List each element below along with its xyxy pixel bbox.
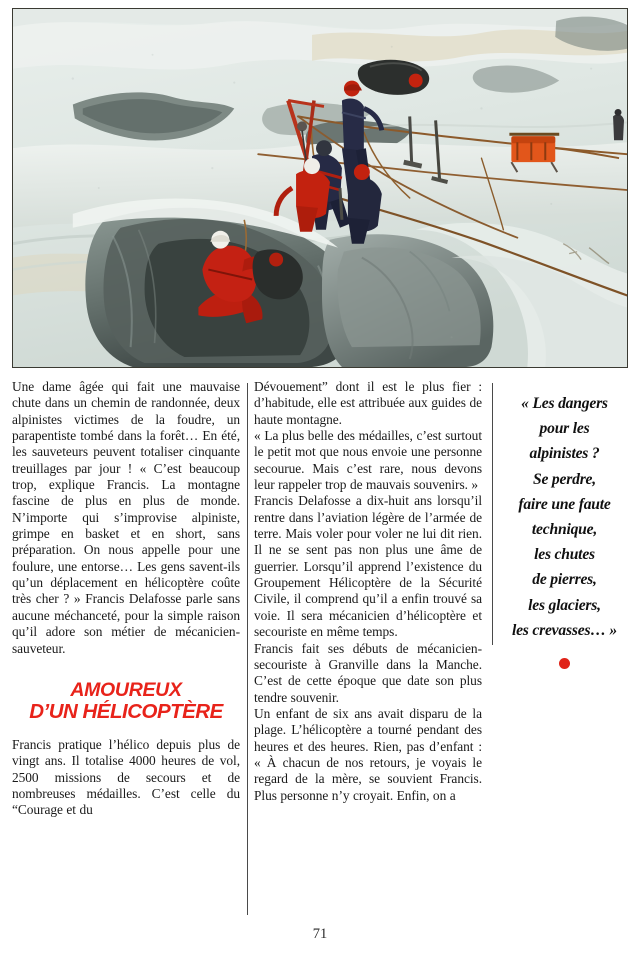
column2-paragraph-3: Francis Delafosse a dix-huit ans lorsqu’il rentre dans l’aviation légère de l’armée de terre. Mais voler pour voler ne lui dit rien. Il ne se sent pas non plus une âme de guerrier. Lorsqu’il apprend l’existence du Groupement Hélicoptère de la Sécurité Civile, il comprend qu’il a enfin trouvé sa voie. Il sera mécanicien d’hélicoptère et secouriste en même temps. xyxy=(254,493,482,640)
pull-quote-line-6: technique, xyxy=(531,521,598,539)
column2-paragraph-4: Francis fait ses débuts de mécanicien-secouriste à Granville dans la Manche. C’est de cette époque que date son plus tendre souvenir. xyxy=(254,640,482,705)
pull-quote-line-8: de pierres, xyxy=(532,571,597,589)
pull-quote-line-7: les chutes xyxy=(534,546,595,564)
column2-paragraph-1: Dévouement” dont il est le plus fier : d’habitude, elle est attribuée aux guides de haute montagne. xyxy=(254,379,482,427)
pull-quote-line-1: « Les dangers xyxy=(521,395,608,412)
section-heading xyxy=(12,679,240,723)
glacier-rescue-photo-illustration xyxy=(13,9,627,367)
pull-quote-line-5: faire une faute xyxy=(518,495,611,513)
text-column-3 xyxy=(501,379,628,669)
article-columns xyxy=(12,379,628,919)
pull-quote-line-10: les crevasses… » xyxy=(511,621,618,639)
section-heading-line-2: D’UN HÉLICOPTÈRE xyxy=(29,699,223,723)
column2-paragraph-5: Un enfant de six ans avait disparu de la plage. L’hélicoptère a tourné pendant des heures et des heures. Rien, pas d’enfant : « À chacun de nos retours, je voyais le regard de la mère, se souvient Francis. Plus personne n’y croyait. Enfin, on a xyxy=(254,705,482,803)
white-helmet xyxy=(304,158,320,174)
article-photo xyxy=(12,8,628,368)
pull-quote xyxy=(501,391,628,643)
text-column-1 xyxy=(12,379,240,819)
pull-quote-line-9: les glaciers, xyxy=(528,596,601,614)
column-divider-1 xyxy=(247,383,248,915)
red-dot-ornament xyxy=(559,658,570,669)
pull-quote-line-4: Se perdre, xyxy=(533,470,596,488)
pull-quote-line-3: alpinistes ? xyxy=(529,445,600,463)
column1-paragraph-1: Une dame âgée qui fait une mauvaise chute dans un chemin de randonnée, deux alpinistes victimes de la foudre, un parapentiste tombé dans la forêt… En été, les sauveteurs peuvent totaliser cinquante treuillages par jour ! « C’est beaucoup trop, explique Francis. La montagne fascine de plus en plus de monde. N’importe qui s’improvise alpiniste, grimpe en basket et en short, sans préparation. On nous appelle pour une foulure, une entorse… Les gens savent-ils qu’un déplacement en hélicoptère coûte très cher ? » Francis Delafosse parle sans aucune méchanceté, pour la simple raison qu’il adore son métier de mécanicien-sauveteur. xyxy=(12,379,240,656)
pull-quote-line-2: pour les xyxy=(539,420,590,438)
column-divider-2 xyxy=(492,383,493,645)
rescuer-left-edge xyxy=(284,202,308,243)
page-number: 71 xyxy=(312,926,328,942)
column2-paragraph-2: « La plus belle des médailles, c’est surtout le petit mot que nous envoie une personne secourue. Mais c’est rare, nous devons leur rappeler trop de mauvais souvenirs. » xyxy=(254,428,482,493)
column1-paragraph-2: Francis pratique l’hélico depuis plus de vingt ans. Il totalise 4000 heures de vol, 2500 missions de secours et de nombreuses médailles. C’est celle du “Courage et du xyxy=(12,736,240,818)
text-column-2 xyxy=(254,379,482,804)
section-heading-line-1: AMOUREUX xyxy=(70,678,182,701)
